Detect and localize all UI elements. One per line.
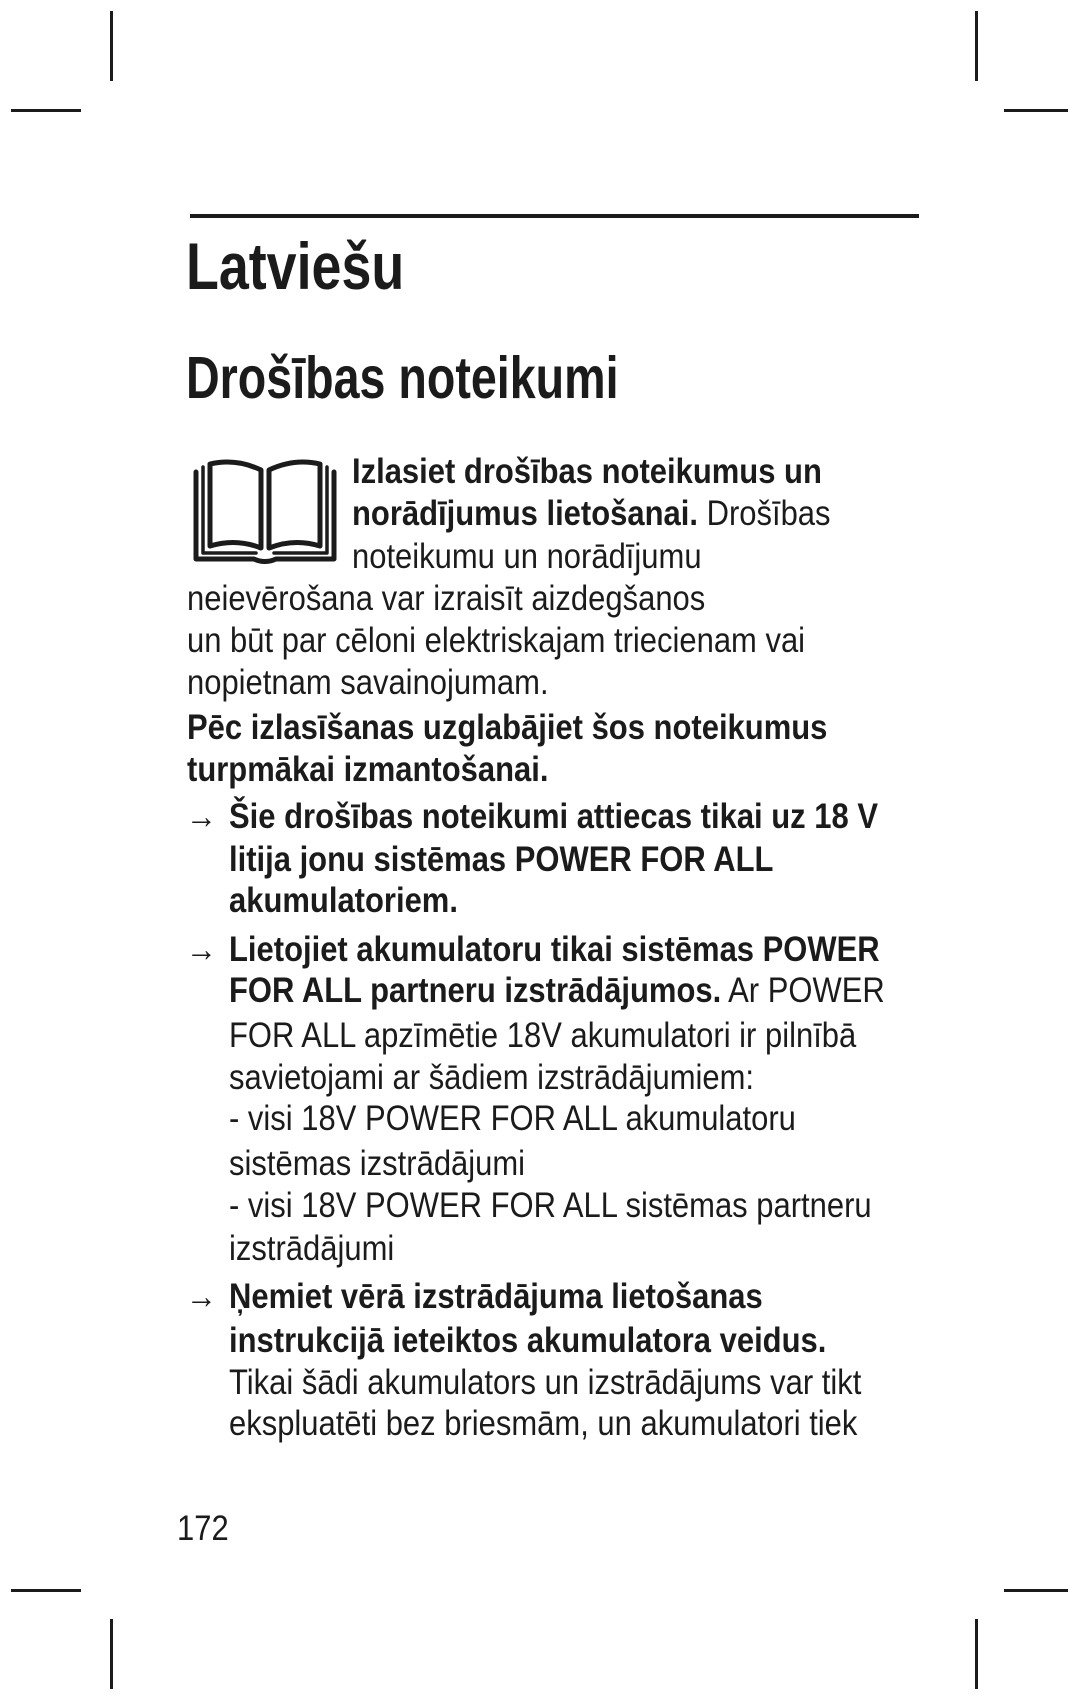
book-left-page [210,462,261,548]
keep-notice-line: Pēc izlasīšanas uzglabājiet šos noteikumus [187,708,828,747]
language-title: Latviešu [186,229,405,303]
intro-warning-text: Drošības [706,494,831,533]
crop-mark-top-right-horizontal [1004,109,1068,112]
bullet-3-bold-line: instrukcijā ieteiktos akumulatora veidus. [229,1321,827,1360]
intro-warning-text-line: neievērošana var izraisīt aizdegšanos [187,579,706,618]
book-right-page [269,462,320,548]
crop-mark-top-left-vertical [110,11,113,81]
crop-mark-top-right-vertical [975,11,978,81]
intro-warning-bold-line: Izlasiet drošības noteikumus un [352,452,822,491]
bullet-2-bold-text: FOR ALL partneru izstrādājumos. [229,971,722,1010]
bullet-2-text-line: - visi 18V POWER FOR ALL akumulatoru [229,1099,796,1138]
open-book-icon [192,458,338,564]
crop-mark-bottom-left-horizontal [11,1589,81,1592]
bullet-2-text-line: - visi 18V POWER FOR ALL sistēmas partneru [229,1186,872,1225]
arrow-right-icon: → [186,930,217,969]
bullet-2-mixed-line [229,970,885,1012]
bullet-1-bold-line: Šie drošības noteikumi attiecas tikai uz 18 V [229,797,878,836]
intro-warning-text-line: un būt par cēloni elektriskajam triecienam vai [187,621,806,660]
header-rule [190,214,919,218]
crop-mark-bottom-left-vertical [110,1619,113,1689]
bullet-2-bold-line: Lietojiet akumulatoru tikai sistēmas POWER [229,930,880,969]
bullet-3-bold-line: Ņemiet vērā izstrādājuma lietošanas [229,1277,763,1316]
intro-warning-bold-text: norādījumus lietošanai. [352,494,698,533]
bullet-3-text-line: Tikai šādi akumulators un izstrādājums var tikt [229,1363,862,1402]
crop-mark-bottom-right-horizontal [1004,1589,1068,1592]
keep-notice-line: turpmākai izmantošanai. [187,750,549,789]
intro-warning-mixed-line [352,493,831,535]
bullet-2-text-line: FOR ALL apzīmētie 18V akumulatori ir pilnībā [229,1016,857,1055]
bullet-3-text-line: ekspluatēti bez briesmām, un akumulatori tiek [229,1404,858,1443]
bullet-2-text: Ar POWER [728,971,885,1010]
book-cover [196,472,334,562]
section-title: Drošības noteikumi [186,345,619,411]
bullet-1-bold-line: litija jonu sistēmas POWER FOR ALL [229,840,774,879]
open-book-graphic [192,458,338,564]
bullet-1-bold-line: akumulatoriem. [229,881,458,920]
intro-warning-text-line: noteikumu un norādījumu [352,537,702,576]
bullet-2-text-line: izstrādājumi [229,1229,395,1268]
page-number: 172 [177,1509,229,1548]
bullet-2-text-line: savietojami ar šādiem izstrādājumiem: [229,1058,755,1097]
intro-warning-text-line: nopietnam savainojumam. [187,663,549,702]
crop-mark-bottom-right-vertical [975,1619,978,1689]
arrow-right-icon: → [186,797,217,836]
bullet-2-text-line: sistēmas izstrādājumi [229,1144,526,1183]
arrow-right-icon: → [186,1277,217,1316]
crop-mark-top-left-horizontal [11,109,81,112]
